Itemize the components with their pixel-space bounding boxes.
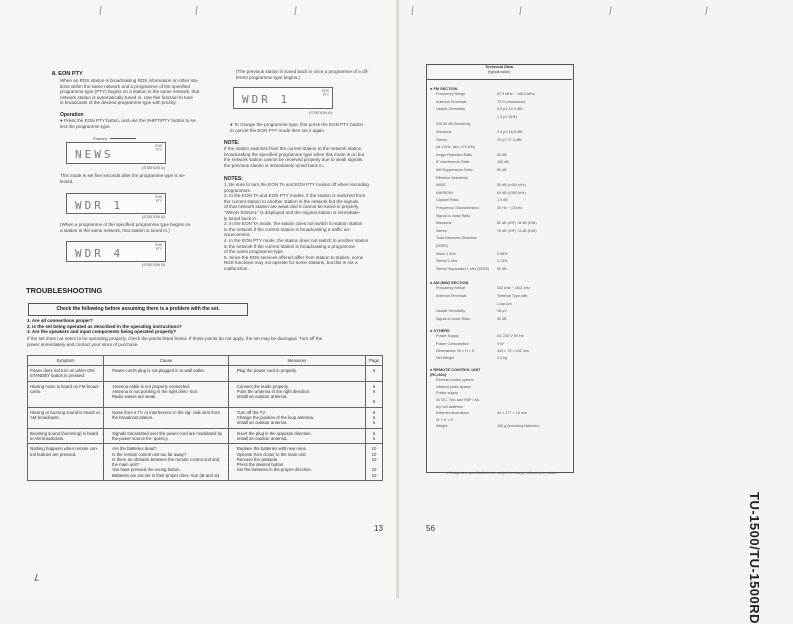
spec-label: 3V DC, Two size R6P / AA	[436, 398, 480, 402]
list-item: • Turn off the TV.	[237, 410, 363, 415]
cause-cell	[104, 407, 229, 428]
text-line: nouncement.	[224, 232, 251, 238]
cause-cell	[104, 366, 229, 382]
spec-title: Technical Data	[485, 64, 513, 69]
spec-value: 1.9 μV 16.8 dBf	[497, 130, 523, 134]
if-not-operating-text	[27, 336, 387, 347]
spec-label: Effective Selectivity	[436, 175, 468, 180]
text-line: (The previous station is tuned back in once a programme of a dif-	[236, 69, 369, 74]
list-item: • Noise from a TV or interference in the sig- nals sent from the broadcast station.	[112, 410, 226, 421]
spec-value: 50 dB	[497, 266, 507, 271]
spec-value: 100 g (including batteries)	[497, 424, 540, 429]
spec-value: AC 230 V 50 Hz	[497, 334, 524, 339]
list-item: • Install an outdoor antenna.	[237, 420, 363, 425]
text-line: the current station to another station in the network but the signals	[224, 198, 359, 204]
tuned-in-text	[60, 222, 220, 233]
spec-value: 20 μV 37.3 dBf	[497, 137, 522, 142]
text-line: ly tuned back in.	[224, 215, 258, 221]
cause-cell	[104, 381, 229, 407]
list-item: • Connect the leads properly.	[237, 384, 363, 389]
page-cell: 10 10 10 10 10	[366, 444, 383, 481]
list-item: • Antenna is not pointing in the right direc- tion.	[112, 389, 226, 394]
text-line: (When a programme of the specified programme type begins on	[60, 222, 191, 227]
question-item: 3. Are the speakers and input components being operated properly?	[27, 329, 177, 335]
text-line: ● Press the EON PTY button, and use the SHIFT/PTY button to se-	[60, 118, 197, 123]
spec-label: Antenna Terminals	[436, 294, 467, 298]
questions-list	[27, 318, 367, 335]
text-line: broadcasting the specified programme type when this mode is on but	[224, 151, 365, 157]
text-line: in broadcasts of the desired programme type with priority.	[60, 100, 177, 106]
spec-label: Mono 1 kHz	[436, 251, 456, 256]
spec-label: Capture Ratio	[436, 198, 459, 203]
list-item: • Set the batteries in the proper direction.	[237, 467, 363, 472]
spec-label: Net Weight	[436, 356, 455, 360]
spec-label: Remote control system	[436, 378, 474, 383]
symptom-cell: Power does not turn on when ON/ STANDBY button is pressed.	[28, 366, 104, 382]
note-text	[224, 146, 389, 168]
page-cell: 6 6	[366, 428, 383, 444]
spec-value: 1.5 dB	[497, 198, 508, 203]
spec-label: Frequency Characteristics	[436, 206, 479, 210]
text-line: in the network if the current station is broadcasting a programme	[224, 243, 355, 249]
text-line: ● To change the programme type, first press the EON PTY button	[230, 122, 364, 127]
list-item: • Power cord's plug is not plugged in to wall outlet.	[112, 368, 226, 373]
spec-label: AM Suppression Ratio	[436, 168, 473, 172]
symptom-cell: Hissing or buzzing sound is heard on AM broadcasts.	[28, 407, 104, 428]
spec-subtitle: (typical value)	[488, 70, 510, 74]
list-item: • Change the position of the loop antenna.	[237, 415, 363, 420]
page-cell: 6 6 6	[366, 381, 383, 407]
display-text: WDR 1	[242, 93, 291, 106]
text-line: 3. In the EON TA mode, the station does not switch to station station	[224, 221, 363, 227]
spec-value: 76 dB (IHF) 74 dB (DIN)	[497, 228, 537, 233]
spec-label: Frequency Range	[436, 92, 466, 96]
display-wdr4	[66, 241, 166, 262]
text-line: When an RDS station is broadcasting RDS information on other sta-	[60, 78, 199, 83]
spec-label: Antenna Terminals	[436, 99, 467, 104]
measure-cell	[228, 381, 365, 407]
table-row	[28, 444, 383, 481]
spec-label: Weight	[436, 424, 448, 429]
list-item: • Radio waves are weak.	[112, 394, 226, 399]
list-item: • Replace the batteries with new ones.	[237, 446, 363, 451]
spec-label: Power supply	[436, 391, 459, 396]
spec-value: 30 Hz ~ 15 kHz	[497, 206, 523, 210]
display-wdr1	[66, 193, 166, 214]
text-line: If the station switches from the current station to the network station	[224, 146, 362, 151]
spec-label: Dimensions: W × H × D	[436, 348, 475, 353]
spec-label: Power Consumption	[436, 341, 470, 346]
spec-label: Stereo	[436, 228, 447, 233]
display-text: NEWS	[75, 148, 114, 161]
list-item: • Signals transmitted over the power cord are modulated by the power source fre- quency.	[112, 431, 226, 442]
text-line: 4. In the EON PTY mode, the station does not switch to another station	[224, 237, 369, 243]
text-line: 2. In the EON TA and EON PTY modes, if the station is switched from	[224, 193, 366, 199]
notes-text	[224, 182, 389, 272]
column-header: Cause	[104, 356, 229, 366]
text-line: programme type (PTY) begins on a station in the same network, that	[60, 89, 200, 95]
table-row	[28, 381, 383, 407]
spec-label: Stereo 1 kHz	[436, 259, 458, 264]
spec-value: 0.9 μV 10.3 dBf	[497, 107, 523, 112]
measure-cell	[228, 428, 365, 444]
list-item: • Antenna cable is not properly connected.	[112, 384, 226, 389]
spec-value: 0.08%	[497, 251, 508, 256]
spec-label: Total Harmonic Distortion	[436, 236, 478, 241]
page-number-right: 56	[426, 524, 435, 533]
text-line: If the set does not seem to be operating properly, check the points listed below. If these points do not apply, the set may be damaged. Turn off the	[27, 336, 323, 341]
list-item: • Remove the obstacle.	[237, 457, 363, 462]
text-line: of the same programme type.	[224, 249, 285, 255]
check-before-box: Check the following before assuming there is a problem with the set.	[28, 303, 248, 316]
symptom-cell: Nothing happens when remote con- trol buttons are pressed.	[28, 444, 104, 481]
spec-value: 522 kHz ~ 1611 kHz	[497, 286, 531, 291]
table-row	[28, 366, 383, 382]
spec-section-heading: ● FM SECTION	[430, 86, 458, 91]
spec-label: Monaural	[436, 221, 452, 226]
display-text: WDR 1	[75, 199, 124, 212]
spec-label: S/N 50 dB Sensitivity	[436, 122, 471, 127]
operation-heading: Operation	[60, 112, 84, 118]
spec-label: dry cell batteries	[436, 404, 463, 409]
measure-cell	[228, 444, 365, 481]
text-line: 5. Since the RDS services offered differ from station to station, some	[224, 254, 364, 260]
spec-label: Infrared pulse system	[436, 384, 472, 389]
display-text: WDR 4	[75, 247, 124, 260]
spec-label: WIDE	[436, 183, 446, 188]
spec-value: 434 × 75 × 242 mm	[497, 348, 529, 353]
spec-section-heading: (RC-804)	[430, 372, 446, 378]
flashes-pointer	[110, 138, 136, 139]
text-line: the previous station is immediately tuned back in.	[224, 162, 325, 168]
column-header: Measures	[228, 356, 365, 366]
spec-value: Terminal Type with	[497, 294, 528, 298]
spec-value: 82 dB (IHF) 78 dB (DIN)	[497, 221, 537, 226]
operation-text	[60, 118, 220, 129]
text-line: a station in the same network, that station is tuned in.)	[60, 227, 170, 233]
spec-value: 60 dB	[497, 152, 507, 157]
display-indicator: EON PTY	[155, 243, 162, 251]
eon-pty-heading: 8. EON PTY	[52, 71, 83, 77]
spec-label: Image Rejection Ratio	[436, 152, 473, 157]
spec-value: 50 dB	[497, 168, 507, 172]
display-caption: (STATION B)	[142, 262, 166, 267]
spec-section-heading: ● OTHERS	[430, 328, 450, 334]
previous-station-text	[236, 69, 386, 80]
list-item: • Press the desired button.	[237, 462, 363, 467]
list-item: • Is the remote control unit too far away?	[112, 452, 226, 457]
spec-section-heading: ● AM (MW) SECTION	[430, 280, 469, 286]
display-caption: (STATION A)	[309, 110, 332, 115]
table-header-row	[28, 356, 383, 366]
spec-label: Usable Sensitivity	[436, 309, 466, 314]
spec-label: Usable Sensitivity	[436, 107, 466, 112]
spec-label: Stereo Separation 1 kHz (WIDE)	[436, 266, 490, 271]
spec-label: External dimensions	[436, 411, 470, 416]
note-heading: NOTE:	[224, 140, 240, 146]
list-item: • Operate from closer to the main unit.	[237, 452, 363, 457]
text-line: network station is automatically tuned in. Use this function to tune	[60, 94, 194, 100]
spec-label: Signal-to-noise Ratio	[436, 213, 471, 218]
spec-label: IF Interference Ratio	[436, 160, 470, 165]
cause-cell	[104, 428, 229, 444]
text-line: lect the programme type.	[60, 123, 111, 129]
page-cell: 6 6 6	[366, 407, 383, 428]
spec-value: 75 Ω unbalanced	[497, 99, 525, 104]
troubleshooting-title: TROUBLESHOOTING	[26, 286, 103, 295]
spec-label: (WIDE)	[436, 244, 449, 248]
measure-cell	[228, 407, 365, 428]
column-header: Symptom	[28, 356, 104, 366]
list-item: • Is there an obstacle between the remote control unit and the main unit?	[112, 457, 226, 468]
notes-heading: NOTES:	[224, 176, 243, 182]
spec-label: Power Supply	[436, 334, 459, 339]
spec-value: 9 W	[497, 341, 504, 346]
measure-cell	[228, 366, 365, 382]
symptom-cell: Booming sound (humming) is heard in AM broadcasts.	[28, 428, 104, 444]
column-header: Page	[366, 356, 383, 366]
corner-page-mark: 7	[34, 572, 40, 582]
spec-value: 2.3 kg	[497, 356, 508, 360]
spec-label: Signal-to-noise Ratio	[436, 316, 471, 321]
intro-text	[60, 78, 220, 106]
text-line: of that network station are weak and it cannot be tuned in properly,	[224, 204, 360, 210]
text-line: malfunction.	[224, 265, 249, 271]
flashes-label: Flashes	[93, 136, 108, 141]
spec-label: W × H × D	[436, 417, 454, 422]
text-line: tions within the same network and a programme of the specified	[60, 83, 190, 89]
list-item: • Point the antenna in the right direction.	[237, 389, 363, 394]
spec-value: 0.13%	[497, 259, 508, 264]
display-caption: (STATION A)	[142, 165, 165, 170]
mode-set-text	[60, 173, 220, 184]
text-line: RDS functions may not operate for some stations, but this is not a	[224, 260, 358, 266]
question-item: 2. Is the set being operated as described in the operating instructions?	[27, 323, 182, 329]
table-row	[28, 428, 383, 444]
text-line: 1. Be sure to turn the EON TA and EON PTY modes off when recording	[224, 182, 369, 187]
technical-data-header	[426, 64, 572, 80]
list-item: • Batteries are not set in their proper direc- tion (⊕ and ⊖).	[112, 473, 226, 478]
spec-value: 87.5 MHz ~ 108.0 MHz	[497, 92, 535, 96]
spec-value: 60 dB (±300 kHz)	[497, 190, 526, 195]
spec-label: Frequency Range	[436, 286, 466, 291]
table-row	[28, 407, 383, 428]
display-indicator: EON PTY	[155, 195, 162, 203]
spec-footnote: ● Design and specifications are subject to change without prior notice.	[446, 471, 558, 475]
spec-value: Loop Ant.	[497, 301, 513, 306]
display-indicator: EON PTY	[155, 144, 162, 152]
list-item: • Are the batteries dead?	[112, 446, 226, 451]
list-item: • You have pressed the wrong button.	[112, 467, 226, 472]
spec-section-heading: ● REMOTE CONTROL UNIT	[430, 367, 481, 373]
spec-label: NARROW	[436, 190, 453, 195]
list-item: • Insert the plug in the opposite direction.	[237, 431, 363, 436]
spec-value: 18 μV	[497, 309, 507, 314]
spec-value: 50 dB (±400 kHz)	[497, 183, 526, 188]
text-line: the network station cannot be received properly due to weak signals,	[224, 157, 364, 163]
list-item: • Install an outdoor antenna.	[237, 436, 363, 441]
text-line: power immediately and contact your store of purchase.	[27, 341, 139, 347]
spec-label: Monaural	[436, 130, 452, 134]
text-line: programmes.	[224, 187, 252, 193]
text-line: This mode is set five seconds after the programme type is se-	[60, 173, 186, 178]
page-number-left: 13	[374, 524, 383, 533]
display-wdr1-return	[233, 87, 333, 109]
spec-value: 53 dB	[497, 316, 507, 321]
troubleshooting-table	[27, 355, 383, 481]
text-line: to cancel the EON PTY mode then set it again.	[230, 127, 326, 133]
spec-value: 100 dB	[497, 160, 509, 165]
list-item: • Install an outdoor antenna.	[237, 394, 363, 399]
question-item: 1. Are all connections proper?	[27, 318, 93, 323]
page-cell: 6	[366, 366, 383, 382]
display-news	[66, 142, 166, 164]
text-line: ferent programme type begins.)	[236, 74, 301, 80]
display-indicator: EON PTY	[322, 89, 329, 97]
cause-cell	[104, 444, 229, 481]
spec-value: 1.3 μV (IHF)	[497, 114, 518, 119]
spec-label: (at 1 kHz, dev. ±75 kHz)	[436, 145, 476, 150]
text-line: in the network if the current station is broadcasting a traffic an-	[224, 226, 351, 232]
list-item: • Plug the power cord in properly.	[237, 368, 363, 373]
spec-value: 49 × 177 × 18 mm	[497, 411, 527, 416]
symptom-cell: Hissing noise is heard on FM broad- casts.	[28, 381, 104, 407]
display-caption: (STATION A)	[142, 214, 165, 219]
model-title-vertical: TU-1500/TU-1500RD	[747, 492, 762, 624]
spec-label: Stereo	[436, 137, 447, 142]
text-line: "WEAK SIGNAL" is displayed and the original station is immediate-	[224, 209, 361, 215]
page-fold	[396, 0, 399, 598]
change-type-text	[230, 122, 390, 133]
text-line: lected.	[60, 178, 74, 184]
